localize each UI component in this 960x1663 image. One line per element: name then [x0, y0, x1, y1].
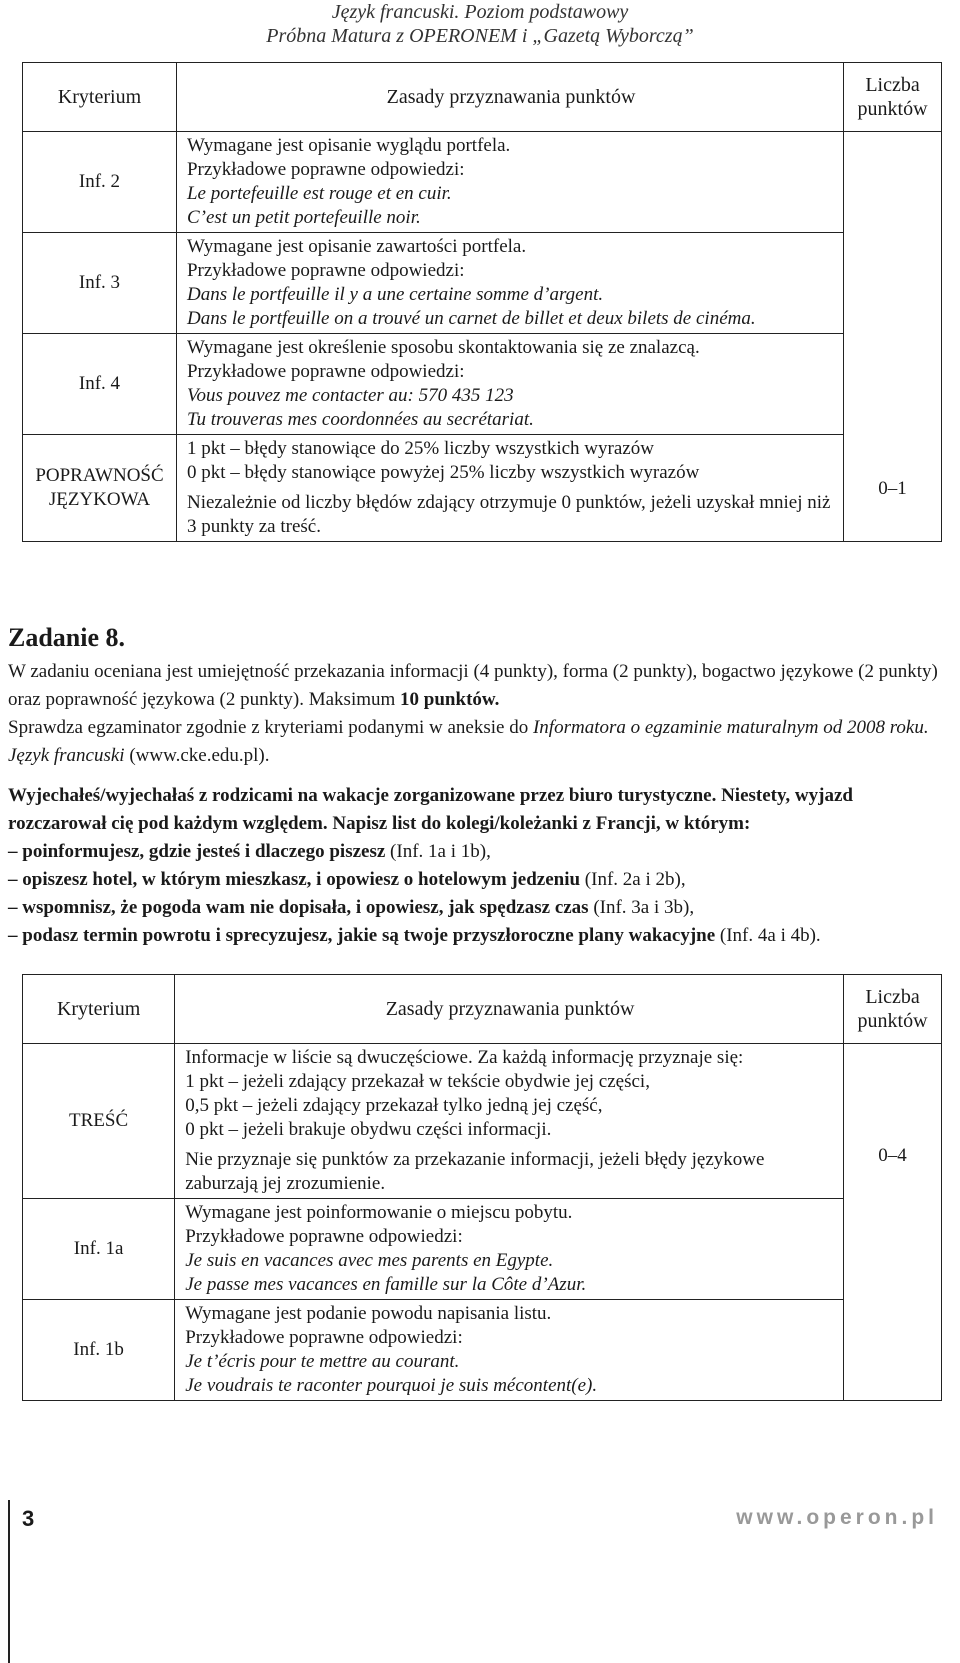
- table-row: [23, 132, 942, 233]
- required-text: Wymagane jest opisanie wyglądu portfela.: [186, 135, 511, 156]
- rule-note: Nie przyznaje się punktów za przekazanie informacji, jeżeli błędy językowe zaburzają jej zrozumienie.: [185, 1149, 765, 1194]
- rule-text: 0,5 pkt – jeżeli zdający przekazał tylko jedną jej część,: [185, 1095, 603, 1116]
- list-item: [8, 922, 948, 950]
- col-header-rules: Zasady przyznawania punktów: [176, 63, 843, 132]
- col-header-points-line1: Liczba: [865, 74, 920, 96]
- bullet-bold: – poinformujesz, gdzie jesteś i dlaczego piszesz: [8, 841, 386, 862]
- required-text: Wymagane jest określenie sposobu skontaktowania się ze znalazcą.: [186, 337, 700, 358]
- required-text: Wymagane jest opisanie zawartości portfela.: [186, 236, 527, 257]
- criterion-inf2: Inf. 2: [23, 132, 177, 233]
- table-row: [23, 1300, 942, 1401]
- criterion-correctness-line2: JĘZYKOWA: [48, 489, 151, 510]
- criterion-inf3: Inf. 3: [23, 233, 177, 334]
- task-prompt: Wyjechałeś/wyjechałaś z rodzicami na wakacje zorganizowane przez biuro turystyczne. Niestety, wyjazd rozczarował cię pod każdym względem. Napisz list do kolegi/koleżanki z Francji, w którym:: [8, 785, 853, 834]
- intro-max-points: 10 punktów.: [400, 689, 500, 710]
- examples-label: Przykładowe poprawne odpowiedzi:: [186, 361, 465, 382]
- required-text: Wymagane jest podanie powodu napisania listu.: [185, 1303, 552, 1324]
- example-answer: Tu trouveras mes coordonnées au secrétariat.: [186, 409, 534, 430]
- task-title: Zadanie 8.: [8, 623, 126, 652]
- rule-text: 0 pkt – jeżeli brakuje obydwu części informacji.: [185, 1119, 552, 1140]
- list-item: [8, 866, 948, 894]
- list-item: [8, 894, 948, 922]
- col-header-points-line2: punktów: [857, 1010, 928, 1032]
- table-header-row: [23, 63, 942, 132]
- table-row: [23, 435, 942, 542]
- criteria-table-1: [22, 62, 942, 542]
- rule-text: 1 pkt – jeżeli zdający przekazał w tekście obydwie jej części,: [185, 1071, 650, 1092]
- document-header: [0, 0, 960, 48]
- rule-text: 0 pkt – błędy stanowiące powyżej 25% liczby wszystkich wyrazów: [186, 462, 700, 483]
- task-prompt-block: [8, 782, 948, 950]
- rules-correctness: [176, 435, 843, 542]
- example-answer: Vous pouvez me contacter au: 570 435 123: [186, 385, 514, 406]
- intro-text: W zadaniu oceniana jest umiejętność przekazania informacji (4 punkty), forma (2 punkty), bogactwo językowe (2 punkty) oraz poprawność językowa (2 punkty). Maksimum: [8, 661, 938, 710]
- points-cell: [844, 1044, 942, 1401]
- example-answer: Dans le portfeuille il y a une certaine somme d’argent.: [186, 284, 604, 305]
- example-answer: Je passe mes vacances en famille sur la Côte d’Azur.: [185, 1274, 587, 1295]
- rules-inf4: [176, 334, 843, 435]
- example-answer: Je voudrais te raconter pourquoi je suis mécontent(e).: [185, 1375, 598, 1396]
- col-header-criterion: Kryterium: [23, 975, 175, 1044]
- table-row: [23, 1044, 942, 1199]
- criterion-tresc: TREŚĆ: [23, 1044, 175, 1199]
- col-header-points: [844, 63, 942, 132]
- examples-label: Przykładowe poprawne odpowiedzi:: [185, 1327, 463, 1348]
- col-header-rules: Zasady przyznawania punktów: [175, 975, 844, 1044]
- table-header-row: [23, 975, 942, 1044]
- rules-inf2: [176, 132, 843, 233]
- example-answer: Dans le portfeuille on a trouvé un carnet de billet et deux bilets de cinéma.: [186, 308, 756, 329]
- table-row: [23, 233, 942, 334]
- list-item: [8, 838, 948, 866]
- examples-label: Przykładowe poprawne odpowiedzi:: [186, 159, 465, 180]
- example-answer: Je suis en vacances avec mes parents en Egypte.: [185, 1250, 554, 1271]
- bullet-bold: – podasz termin powrotu i sprecyzujesz, jakie są twoje przyszłoroczne plany wakacyjne: [8, 925, 716, 946]
- table-row: [23, 334, 942, 435]
- source-text: Sprawdza egzaminator zgodnie z kryteriami podanymi w aneksie do: [8, 717, 533, 738]
- col-header-points: [844, 975, 942, 1044]
- examples-label: Przykładowe poprawne odpowiedzi:: [185, 1226, 463, 1247]
- table-row: [23, 1199, 942, 1300]
- bullet-ref: (Inf. 2a i 2b),: [580, 869, 686, 890]
- rules-inf1b: [175, 1300, 844, 1401]
- required-text: Wymagane jest poinformowanie o miejscu pobytu.: [185, 1202, 573, 1223]
- header-exam-title: Próbna Matura z OPERONEM i „Gazetą Wyborczą”: [266, 25, 694, 47]
- bullet-bold: – wspomnisz, że pogoda wam nie dopisała, i opowiesz, jak spędzasz czas: [8, 897, 589, 918]
- criterion-inf4: Inf. 4: [23, 334, 177, 435]
- examples-label: Przykładowe poprawne odpowiedzi:: [186, 260, 465, 281]
- points-cell: [844, 132, 942, 542]
- page-number: 3: [22, 1506, 35, 1531]
- header-subject: Język francuski. Poziom podstawowy: [331, 1, 629, 23]
- rules-inf3: [176, 233, 843, 334]
- col-header-criterion: Kryterium: [23, 63, 177, 132]
- rules-tresc: [175, 1044, 844, 1199]
- criterion-correctness: [23, 435, 177, 542]
- criterion-correctness-line1: POPRAWNOŚĆ: [35, 465, 164, 486]
- rule-text: 1 pkt – błędy stanowiące do 25% liczby wszystkich wyrazów: [186, 438, 654, 459]
- task-8-section: [8, 622, 948, 950]
- points-tresc: 0–4: [878, 1145, 907, 1166]
- footer-divider: [8, 1500, 10, 1663]
- example-answer: Le portefeuille est rouge et en cuir.: [186, 183, 452, 204]
- criterion-inf1a: Inf. 1a: [23, 1199, 175, 1300]
- bullet-ref: (Inf. 3a i 3b),: [588, 897, 695, 918]
- example-answer: Je t’écris pour te mettre au courant.: [185, 1351, 460, 1372]
- bullet-ref: (Inf. 4a i 4b).: [715, 925, 821, 946]
- source-italic: Informatora o egzaminie maturalnym od 2008 roku. Język francuski: [8, 717, 929, 766]
- bullet-bold: – opiszesz hotel, w którym mieszkasz, i opowiesz o hotelowym jedzeniu: [8, 869, 581, 890]
- bullet-ref: (Inf. 1a i 1b),: [385, 841, 491, 862]
- criterion-inf1b: Inf. 1b: [23, 1300, 175, 1401]
- example-answer: C’est un petit portefeuille noir.: [186, 207, 421, 228]
- publisher-url: www.operon.pl: [736, 1506, 938, 1529]
- criteria-table-2: [22, 974, 942, 1401]
- col-header-points-line1: Liczba: [865, 986, 920, 1008]
- rule-intro: Informacje w liście są dwuczęściowe. Za każdą informację przyznaje się:: [185, 1047, 744, 1068]
- task-intro: [8, 658, 948, 714]
- col-header-points-line2: punktów: [857, 98, 928, 120]
- rule-note: Niezależnie od liczby błędów zdający otrzymuje 0 punktów, jeżeli uzyskał mniej niż 3 punkty za treść.: [186, 492, 831, 537]
- rules-inf1a: [175, 1199, 844, 1300]
- points-correctness: 0–1: [878, 478, 907, 499]
- source-url: (www.cke.edu.pl).: [124, 745, 270, 766]
- task-source: [8, 714, 948, 770]
